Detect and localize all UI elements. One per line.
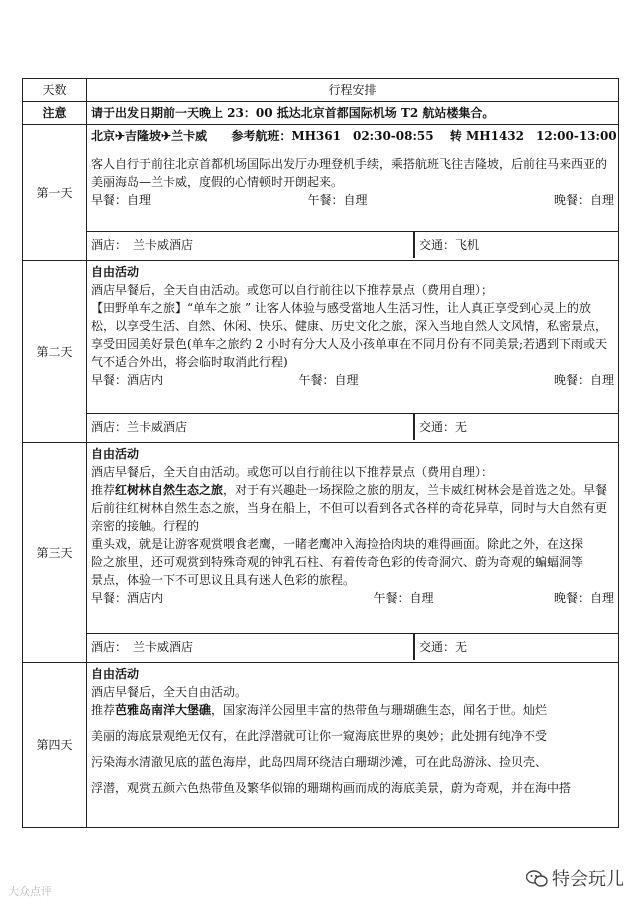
day4-p4: 污染海水清澈见底的蓝色海岸，此岛四周环绕洁白珊瑚沙滩，可在此岛游泳、捡贝壳、: [91, 755, 548, 769]
notice-text: 请于出发日期前一天晚上 23：00 抵达北京首都国际机场 T2 航站楼集合。: [87, 102, 619, 125]
day4-p1: 酒店早餐后，全天自由活动。: [91, 685, 248, 699]
day1-hotel: 酒店： 兰卡威酒店: [87, 232, 415, 258]
day2-lunch: 午餐：自理: [298, 373, 359, 387]
day2-meals: [91, 371, 614, 389]
day2-row: [23, 261, 619, 443]
day2-dinner: 晚餐：自理: [553, 373, 614, 387]
day1-dinner: 晚餐：自理: [553, 193, 614, 207]
day2-title: 自由活动: [91, 265, 140, 279]
watermark-left: 大众点评: [8, 885, 52, 898]
day3-transport: 交通：无: [419, 640, 468, 654]
header-schedule: 行程安排: [87, 79, 619, 102]
day4-label: 第四天: [23, 663, 87, 828]
day2-hotel: 酒店：兰卡威酒店: [87, 414, 415, 440]
day3-dinner: 晚餐：自理: [553, 591, 614, 605]
day2-hotel-transport: [87, 413, 618, 440]
day1-content: [87, 125, 619, 261]
day2-label: 第二天: [23, 261, 87, 443]
day1-transport: 交通：飞机: [419, 238, 480, 252]
day1-flight1: 参考航班：MH361 02:30-08:55: [231, 129, 434, 143]
day3-hotel-transport: [87, 633, 618, 660]
day3-p2-prefix: 推荐: [91, 483, 116, 497]
day3-label: 第三天: [23, 443, 87, 663]
day4-title: 自由活动: [91, 667, 140, 681]
day3-p3: 重头戏，就是让游客观赏喂食老鹰，一睹老鹰冲入海捡拾肉块的难得画面。除此之外，在这探: [91, 537, 584, 551]
day3-row: [23, 443, 619, 663]
day1-flight2: 转 MH1432 12:00-13:00: [449, 129, 617, 143]
notice-label: 注意: [23, 102, 87, 125]
day4-p2-rest: ，国家海洋公园里丰富的热带鱼与珊瑚礁生态，闻名于世。灿烂: [211, 703, 548, 717]
day3-p5: 景点，体验一下不可思议且具有迷人色彩的旅程。: [91, 573, 356, 587]
day3-p1: 酒店早餐后，全天自由活动。或您可以自行前往以下推荐景点（费用自理）：: [91, 465, 494, 479]
wechat-icon: [526, 870, 546, 886]
day1-label: 第一天: [23, 125, 87, 261]
notice-row: [23, 102, 619, 125]
day3-title: 自由活动: [91, 447, 140, 461]
day1-hotel-transport: [87, 231, 618, 258]
day3-meals: [91, 589, 614, 607]
day3-lunch: 午餐：自理: [373, 591, 434, 605]
day4-p3: 美丽的海底景观绝无仅有，在此浮潜就可让你一窥海底世界的奥妙；此处拥有纯净不受: [91, 729, 548, 743]
watermark-right-text: 特会玩儿: [552, 869, 624, 890]
day1-breakfast: 早餐：自理: [91, 193, 152, 207]
day4-row: [23, 663, 619, 828]
header-days: 天数: [23, 79, 87, 102]
day1-description: 客人自行于前往北京首都机场国际出发厅办理登机手续，乘搭航班飞往吉隆坡，后前往马来西亚的美丽海岛—兰卡威，度假的心情顿时开朗起来。: [91, 157, 608, 189]
day3-hotel: 酒店： 兰卡威酒店: [87, 634, 415, 660]
itinerary-sheet: [22, 78, 618, 905]
day3-breakfast: 早餐：酒店内: [91, 591, 164, 605]
day4-content: [87, 663, 619, 828]
day3-highlight: 红树林自然生态之旅: [115, 483, 224, 497]
watermark-right: [526, 865, 624, 891]
day2-breakfast: 早餐：酒店内: [91, 373, 164, 387]
day4-p2: [91, 701, 614, 719]
day2-p2: 【田野单车之旅】“单车之旅 ” 让客人体验与感受當地人生活习性，让人真正享受到心灵上的放松，以享受生活、自然、休闲、快乐、健康、历史文化之旅，深入当地自然人文风情，私密景点，享受田园美好景色(单车之旅约 2 小时有分大人及小孩单車在不同月份有不同美景;若遇到下雨或天气不适合外出，将会临时取消此行程): [91, 301, 608, 369]
day2-content: [87, 261, 619, 443]
day1-lunch: 午餐：自理: [307, 193, 368, 207]
day4-p2-prefix: 推荐: [91, 703, 116, 717]
day1-meals: [91, 191, 614, 209]
day3-content: [87, 443, 619, 663]
day1-flight-line: [91, 127, 617, 145]
day3-p2: [91, 481, 614, 535]
day2-transport: 交通：无: [419, 420, 468, 434]
day4-highlight: 芭雅岛南洋大堡礁: [115, 703, 212, 717]
day1-row: [23, 125, 619, 261]
day1-route: 北京✈吉隆坡✈兰卡威: [91, 129, 208, 143]
table-header-row: [23, 79, 619, 102]
day3-p2-rest: ，对于有兴趣赴一场探险之旅的朋友，兰卡威红树林会是首选之处。早餐后前往红树林自然生态之旅，当身在船上，不但可以看到各式各样的奇花异草，同时与大自然有更亲密的接触。行程的: [91, 483, 608, 533]
itinerary-table: [22, 78, 619, 828]
day2-p1: 酒店早餐后，全天自由活动。或您可以自行前往以下推荐景点（费用自理）；: [91, 283, 494, 297]
day3-p4: 险之旅里，还可观赏到特殊奇观的钟乳石柱、有着传奇色彩的传奇洞穴、蔚为奇观的蝙蝠洞等: [91, 555, 584, 569]
day4-p5: 浮潜，观赏五颜六色热带鱼及繁华似锦的珊瑚构画而成的海底美景，蔚为奇观，并在海中搭: [91, 781, 572, 795]
